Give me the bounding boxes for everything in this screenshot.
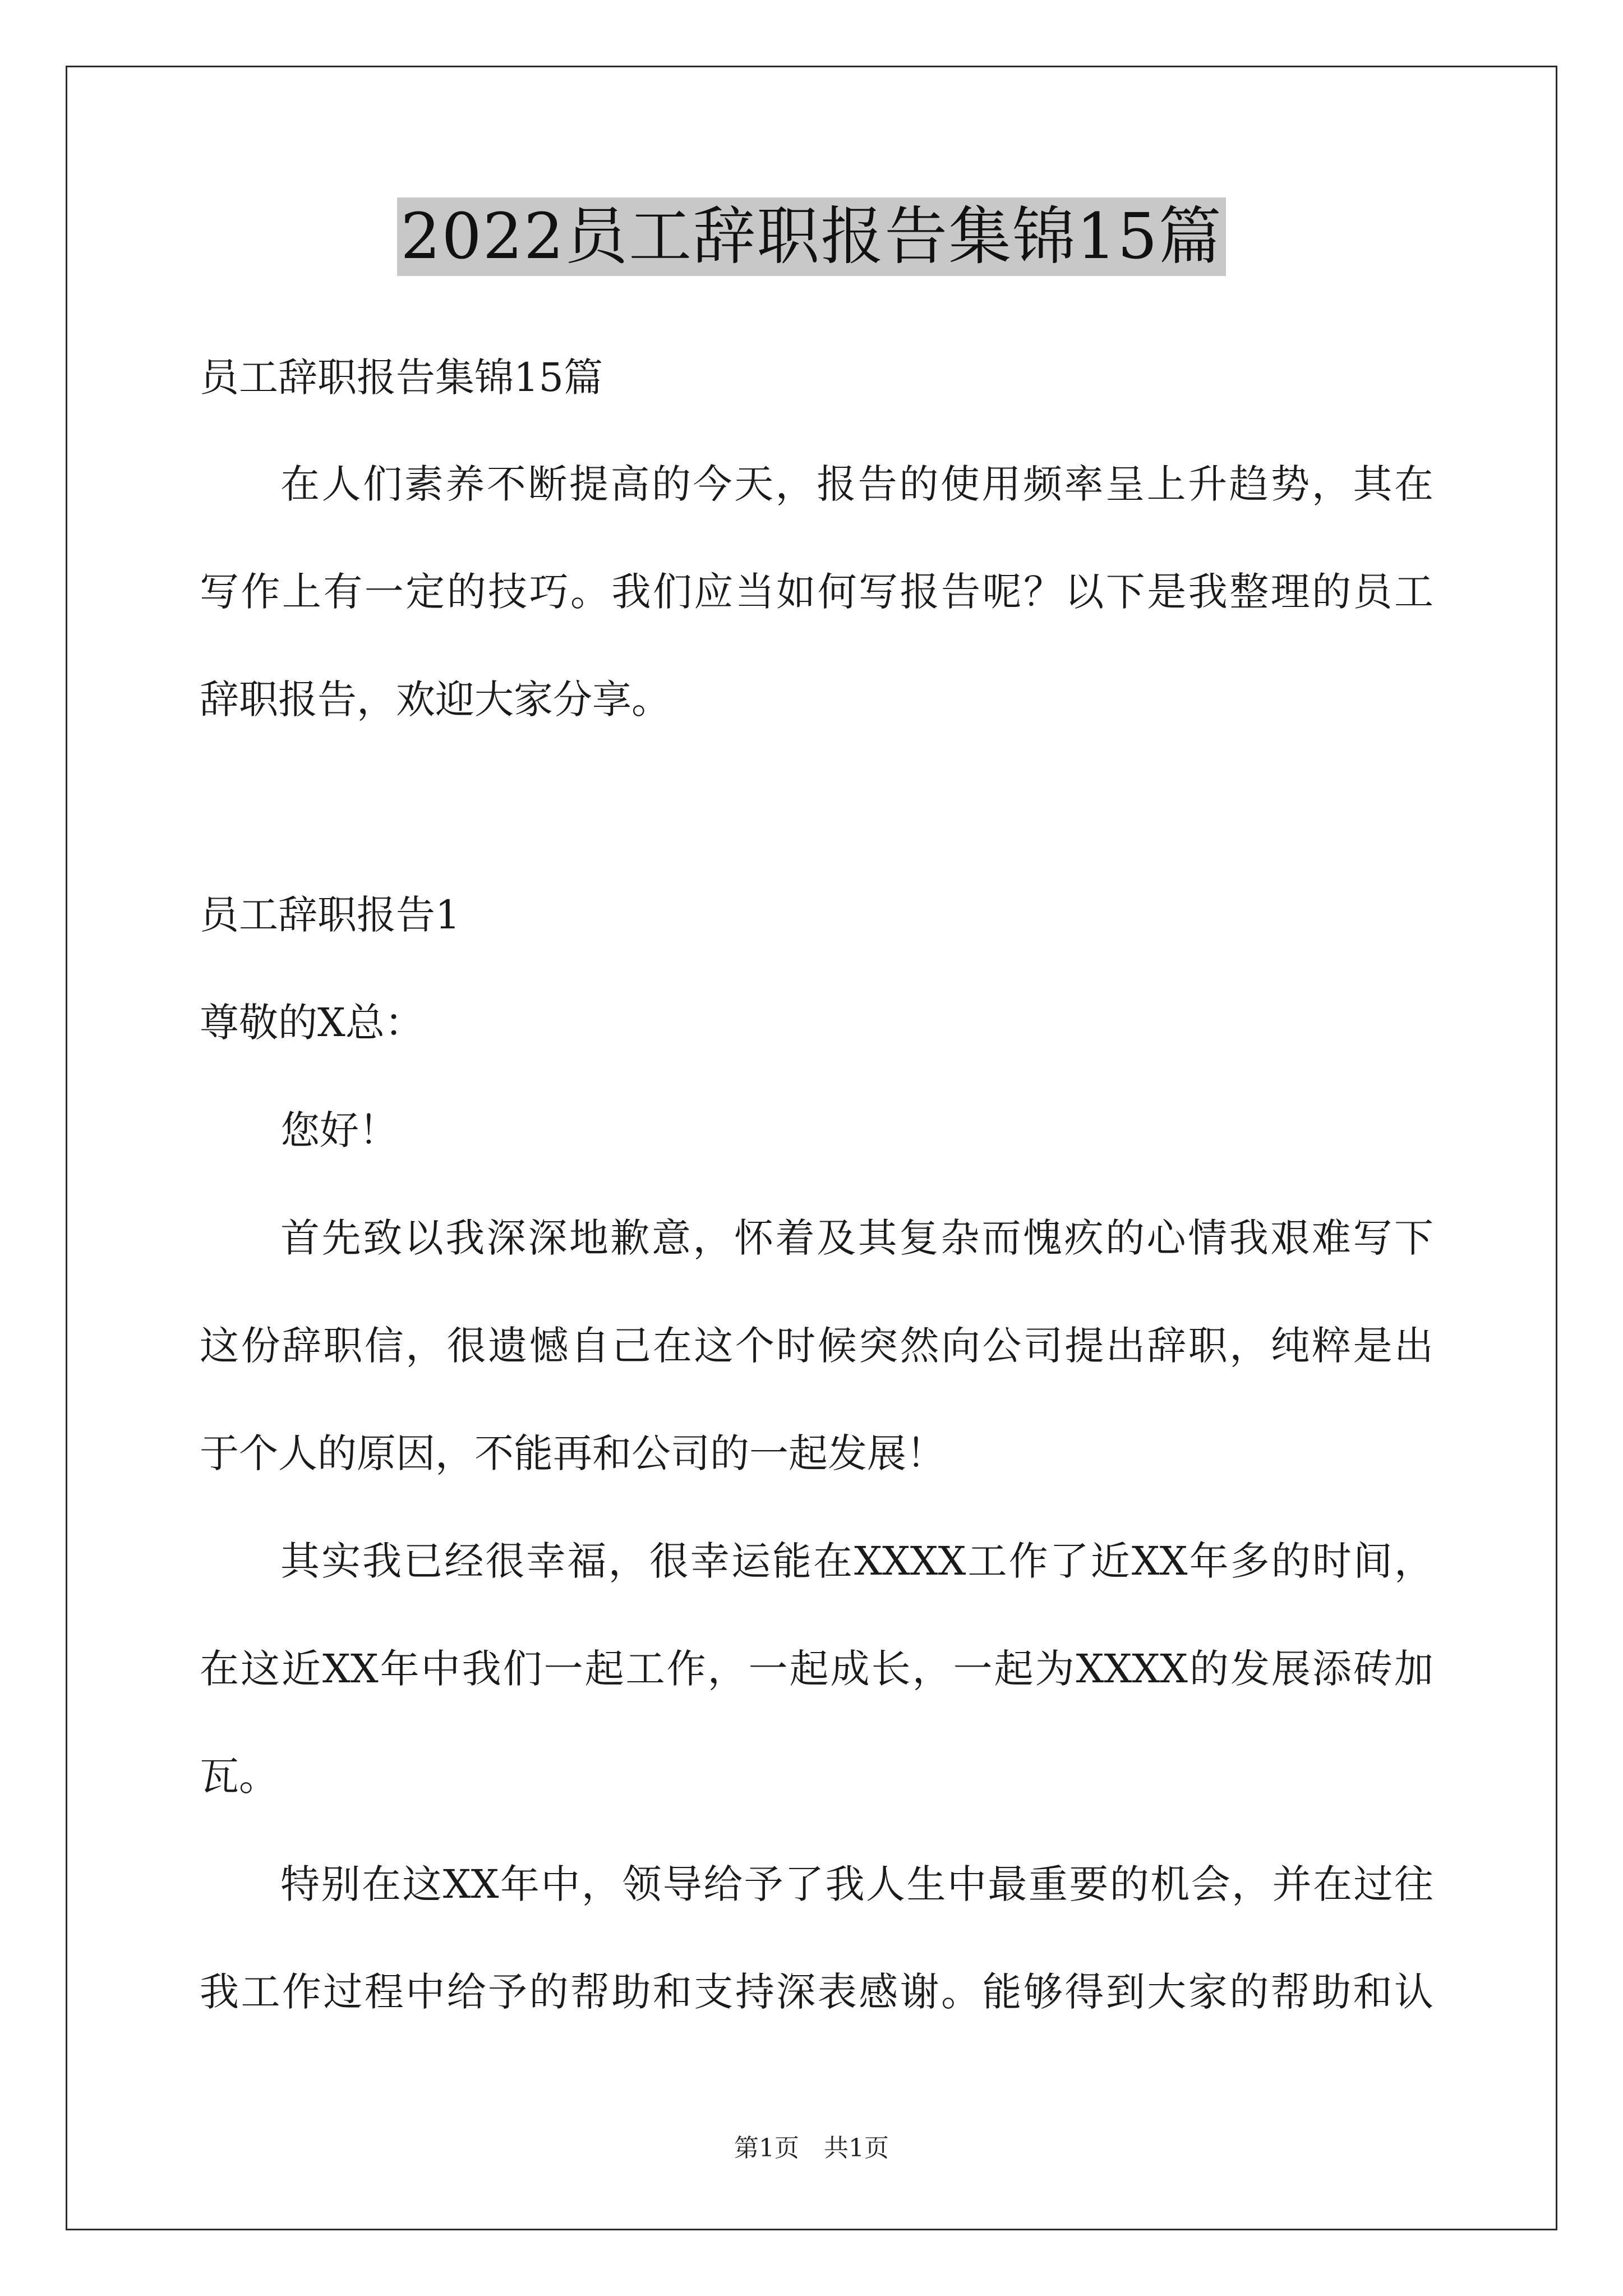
paragraph-line: 在人们素养不断提高的今天，报告的使用频率呈上升趋势，其在 <box>280 461 1433 507</box>
paragraph-line: 其实我已经很幸福，很幸运能在XXXX工作了近XX年多的时间， <box>280 1538 1433 1584</box>
salutation-line: 尊敬的X总： <box>200 1000 424 1046</box>
paragraph-line: 我工作过程中给予的帮助和支持深表感谢。能够得到大家的帮助和认 <box>200 1969 1433 2015</box>
paragraph-line: 特别在这XX年中，领导给予了我人生中最重要的机会，并在过往 <box>280 1861 1433 1907</box>
paragraph-line: 于个人的原因，不能再和公司的一起发展！ <box>200 1430 946 1476</box>
paragraph-line: 这份辞职信，很遗憾自己在这个时候突然向公司提出辞职，纯粹是出 <box>200 1323 1433 1369</box>
paragraph-line: 写作上有一定的技巧。我们应当如何写报告呢？以下是我整理的员工 <box>200 569 1433 615</box>
paragraph-line: 辞职报告，欢迎大家分享。 <box>200 677 671 723</box>
document-title: 2022员工辞职报告集锦15篇 <box>397 197 1226 276</box>
paragraph-line: 首先致以我深深地歉意，怀着及其复杂而愧疚的心情我艰难写下 <box>280 1215 1433 1261</box>
paragraph-line: 在这近XX年中我们一起工作，一起成长，一起为XXXX的发展添砖加 <box>200 1646 1433 1692</box>
section-heading: 员工辞职报告1 <box>200 892 460 938</box>
subtitle-line: 员工辞职报告集锦15篇 <box>200 355 603 401</box>
greeting-line: 您好！ <box>280 1107 398 1153</box>
title-container <box>0 197 1623 276</box>
paragraph-line: 瓦。 <box>200 1754 278 1800</box>
page-footer: 第1页 共1页 <box>734 2134 889 2162</box>
